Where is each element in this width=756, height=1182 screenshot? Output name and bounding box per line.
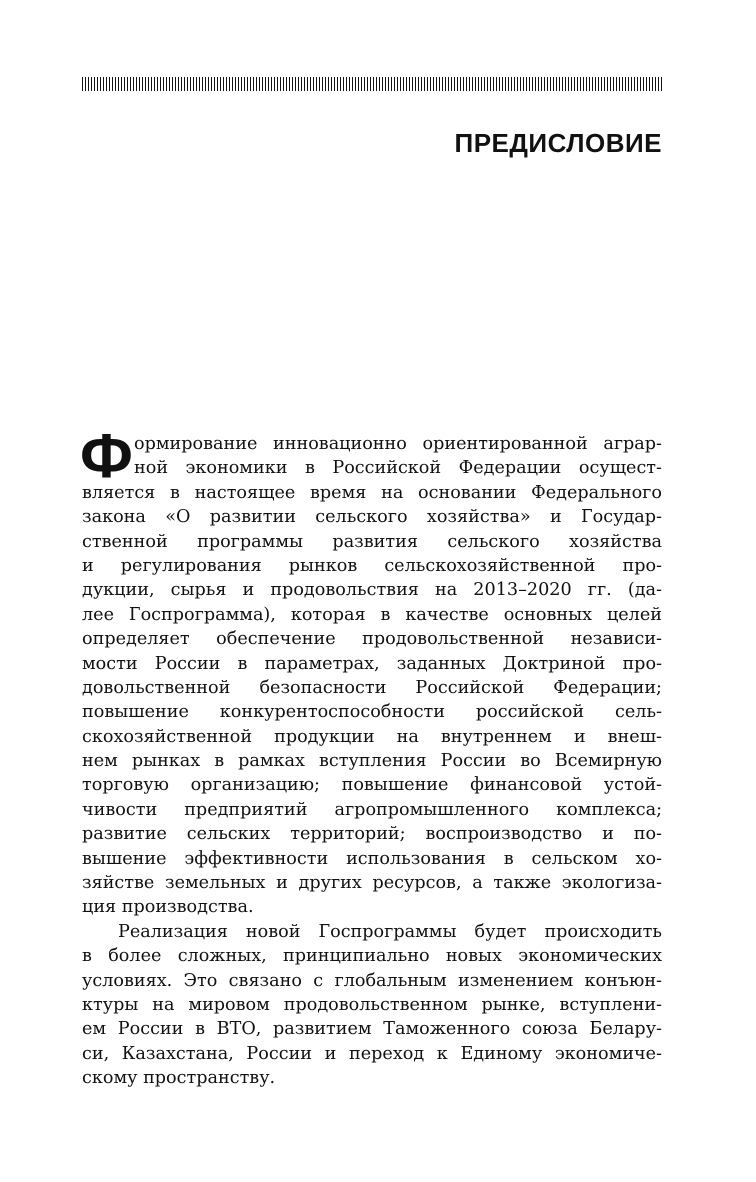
text-line: и регулирования рынков сельскохозяйственной про- (82, 555, 662, 576)
text-line: ной экономики в Российской Федерации осущест- (134, 458, 662, 479)
chapter-title: ПРЕДИСЛОВИЕ (454, 128, 662, 158)
text-line: нем рынках в рамках вступления России во Всемирную (82, 751, 662, 772)
text-line: ственной программы развития сельского хозяйства (82, 531, 662, 552)
text-line: ктуры на мировом продовольственном рынке, вступлени- (82, 994, 662, 1015)
text-line: Реализация новой Госпрограммы будет происходить (118, 921, 662, 942)
text-line: мости России в параметрах, заданных Доктриной про- (82, 653, 662, 674)
text-line: скохозяйственной продукции на внутреннем и внеш- (82, 726, 662, 747)
text-line: си, Казахстана, России и переход к Единому экономиче- (82, 1043, 662, 1064)
text-line: торговую организацию; повышение финансовой устой- (82, 775, 662, 796)
paragraph-1 (82, 432, 662, 920)
text-line: зяйстве земельных и других ресурсов, а также экологиза- (82, 873, 662, 894)
text-line: скому пространству. (82, 1068, 276, 1089)
text-line: повышение конкурентоспособности российской сель- (82, 702, 662, 723)
text-line: вышение эффективности использования в сельском хо- (82, 848, 662, 869)
text-line: ем России в ВТО, развитием Таможенного союза Белару- (82, 1019, 662, 1040)
text-line: определяет обеспечение продовольственной независи- (82, 629, 662, 650)
text-line: чивости предприятий агропромышленного комплекса; (82, 799, 662, 820)
body-text (80, 422, 662, 1091)
drop-cap: Ф (80, 422, 133, 491)
text-line: ормирование инновационно ориентированной аграр- (134, 434, 662, 454)
text-line: дукции, сырья и продовольствия на 2013–2020 гг. (да- (82, 580, 662, 601)
text-line: вляется в настоящее время на основании Федерального (82, 482, 662, 503)
text-line: лее Госпрограмма), которая в качестве основных целей (82, 604, 662, 625)
decorative-header-rule (82, 77, 662, 91)
text-line: ция производства. (82, 897, 254, 918)
text-line: довольственной безопасности Российской Федерации; (82, 677, 662, 698)
text-line: в более сложных, принципиально новых экономических (82, 946, 662, 967)
text-line: условиях. Это связано с глобальным изменением конъюн- (82, 970, 662, 991)
paragraph-2 (82, 920, 662, 1091)
text-line: закона «О развитии сельского хозяйства» и Государ- (82, 507, 662, 528)
text-line: развитие сельских территорий; воспроизводство и по- (82, 824, 662, 845)
